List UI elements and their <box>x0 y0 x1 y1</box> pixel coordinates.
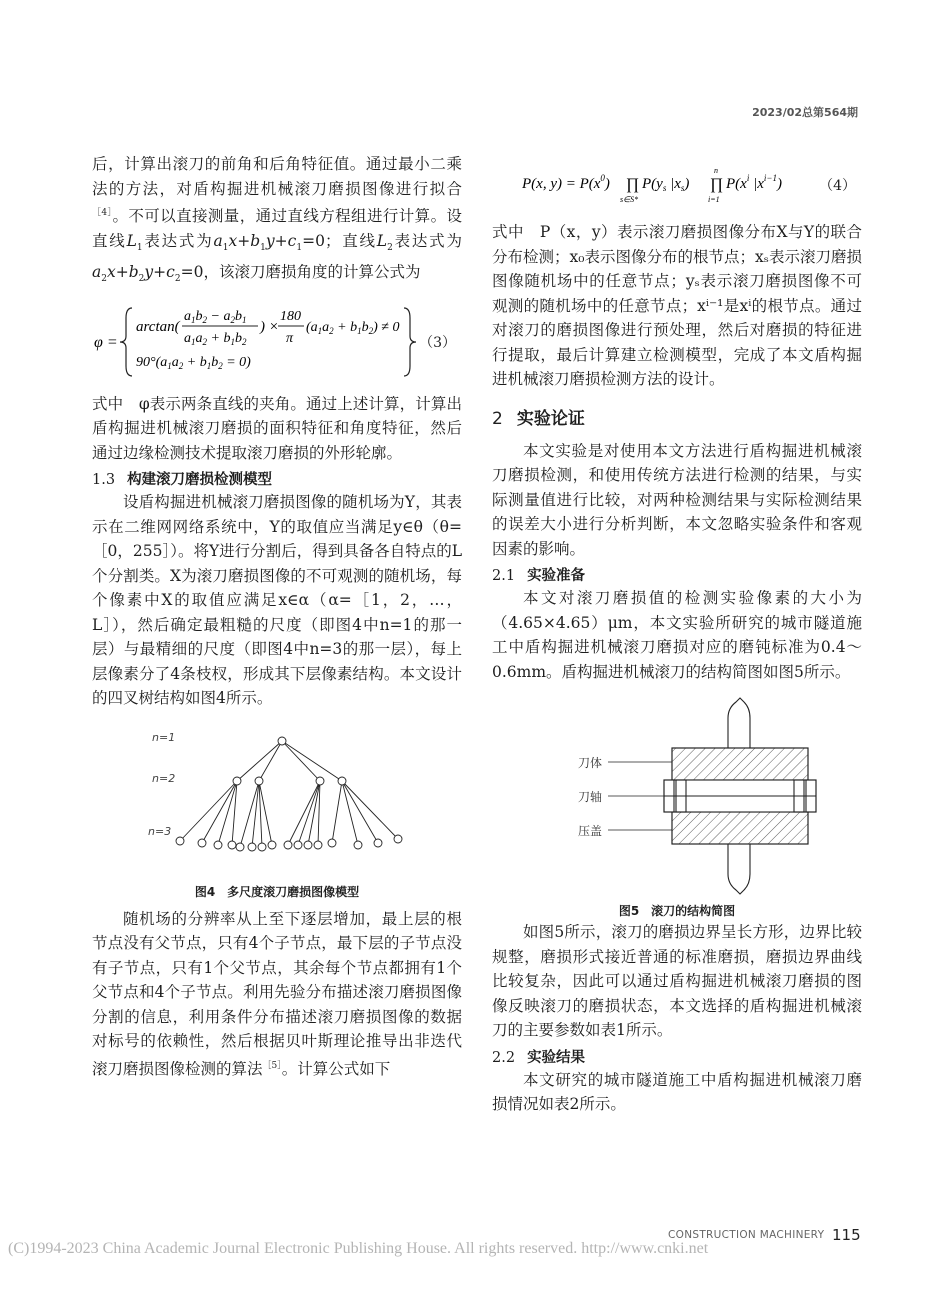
issue-label: 2023/02总第564期 <box>752 106 858 119</box>
quadtree-diagram <box>92 711 462 907</box>
svg-text:∏: ∏ <box>626 176 640 193</box>
svg-text:90°(a1a2 + b1b2 = 0): $90^\circ(a_1a_2 + b_1b_2 = 0)$ <box>136 354 251 371</box>
svg-text:π: π <box>286 330 294 346</box>
paragraph-phi: 式中 φ表示两条直线的夹角。通过上述计算，计算出盾构掘进机械滚刀磨损的面积特征和角度特征，然后通过边缘检测技术提取滚刀磨损的外形轮廓。 <box>92 394 462 462</box>
figure-4-caption: 图4 多尺度滚刀磨损图像模型 <box>194 884 360 899</box>
section-1-3-heading: 1.3 构建滚刀磨损检测模型 <box>92 472 273 489</box>
figure-5 <box>492 684 862 920</box>
paragraph-results: 本文研究的城市隧道施工中盾构掘进机械滚刀磨损情况如表2所示。 <box>492 1070 862 1113</box>
svg-text:φ =: φ = <box>94 333 118 351</box>
label-shaft: 刀轴 <box>578 790 603 804</box>
right-column <box>492 152 862 1117</box>
paragraph-joint-distribution: 式中 P（x，y）表示滚刀磨损图像分布X与Y的联合分布检测；x₀表示图像分布的根节点；xₛ表示滚刀磨损图像随机场中的任意节点；yₛ表示滚刀磨损图像不可观测的随机场中的任意节点；xⁱ⁻¹是xⁱ的根节点。通过对滚刀的磨损图像进行预处理，然后对磨损的特征进行提取，最后计算建立检测模型，完成了本文盾构掘进机械滚刀磨损检测方法的设计。 <box>492 223 862 388</box>
figure-5-caption: 图5 滚刀的结构简图 <box>618 904 736 918</box>
svg-text:180: 180 <box>280 308 301 324</box>
svg-text:a1b2 − a2b1: $a_1b_2 - a_2b_1$ <box>184 308 247 325</box>
svg-text:P(xi |xi−1): $P(x^i$ $|x^{i-1}$) <box>726 173 782 192</box>
label-n3: n=3 <box>148 824 172 838</box>
svg-text:arctan(: arctan( <box>136 318 180 335</box>
equation-3-number: （3） <box>419 334 456 351</box>
label-cover: 压盖 <box>578 824 603 838</box>
paragraph-wear-boundary: 如图5所示，滚刀的磨损边界呈长方形，边界比较规整，磨损形式接近普通的标准磨损，磨损边界曲线比较复杂，因此可以通过盾构掘进机械滚刀磨损的图像反映滚刀的磨损状态，本文选择的盾构掘进机械滚刀的主要参数如表1所示。 <box>492 923 862 1039</box>
paragraph-resolution: 随机场的分辨率从上至下逐层增加，最上层的根节点没有父节点，只有4个子节点，最下层的子节点没有子节点，只有1个父节点，其余每个节点都拥有1个父节点和4个子节点。利用先验分布描述滚刀磨损图像分割的信息，利用条件分布描述滚刀磨损图像的数据对标号的依赖性，然后根据贝叶斯理论推导出非迭代滚刀磨损图像检测的算法$^{[5]}$。计算公式如下 <box>92 909 462 1078</box>
equation-3-formula <box>92 300 422 384</box>
label-blade-body: 刀体 <box>578 756 603 770</box>
journal-name: CONSTRUCTION MACHINERY <box>668 1229 825 1241</box>
section-2-heading: 2 实验论证 <box>492 408 585 429</box>
paragraph-preparation: 本文对滚刀磨损值的检测实验像素的大小为（4.65×4.65）μm，本文实验所研究的城市隧道施工中盾构掘进机械滚刀磨损对应的磨钝标准为0.4～0.6mm。盾构掘进机械滚刀的结构简图如图5所示。 <box>492 589 862 681</box>
svg-text:(a1a2 + b1b2) ≠ 0: $(a_1a_2 + b_1b_2) \ne 0$ <box>306 319 400 336</box>
equation-3 <box>92 300 462 384</box>
left-column <box>92 152 462 1082</box>
hob-structure-diagram <box>492 684 862 920</box>
paragraph-intro: 后，计算出滚刀的前角和后角特征值。通过最小二乘法的方法，对盾构掘进机械滚刀磨损图像进行拟合$^{[4]}$。不可以直接测量，通过直线方程组进行计算。设直线$L_1$表达式为$a_1x+b_1y+c_1=0$；直线$L_2$表达式为$a_2x+b_2y+c_2=0$，该滚刀磨损角度的计算公式为 <box>92 155 462 285</box>
page-number: 115 <box>832 1226 861 1244</box>
svg-text:n: n <box>714 166 718 175</box>
section-2-1-heading: 2.1 实验准备 <box>492 568 586 584</box>
svg-text:i=1: i=1 <box>708 195 720 204</box>
equation-4 <box>492 158 862 212</box>
equation-4-formula <box>522 158 842 212</box>
svg-text:s∈S*: s∈S* <box>620 195 639 204</box>
svg-text:) ×: ) × <box>260 318 279 335</box>
svg-text:a1a2 + b1b2: $a_1a_2 + b_1b_2$ <box>184 330 247 347</box>
copyright-watermark: (C)1994-2023 China Academic Journal Electronic Publishing House. All rights reserved. http://www.cnki.net <box>8 1240 709 1257</box>
section-2-2-heading: 2.2 实验结果 <box>492 1049 586 1066</box>
svg-text:P(ys |xs): $P(y_s$ $|x_s$) <box>642 176 690 193</box>
figure-4 <box>92 711 462 907</box>
svg-text:∏: ∏ <box>710 176 724 193</box>
paragraph-experiment: 本文实验是对使用本文方法进行盾构掘进机械滚刀磨损检测，和使用传统方法进行检测的结果，与实际测量值进行比较，对两种检测结果与实际检测结果的误差大小进行分析判断，本文忽略实验条件和客观因素的影响。 <box>492 441 862 558</box>
label-n1: n=1 <box>152 730 176 744</box>
paragraph-random-field: 设盾构掘进机械滚刀磨损图像的随机场为Y，其表示在二维网网络系统中，Y的取值应当满足y∈θ（θ=［0，255］）。将Y进行分割后，得到具备各自特点的L个分割类。X为滚刀磨损图像的不可观测的随机场，每个像素中X的取值应满足x∈α（α=［1，2，…，L］），然后确定最粗糙的尺度（即图4中n=1的那一层）与最精细的尺度（即图4中n=3的那一层），每上层像素分了4条枝杈，形成其下层像素结构。本文设计的四叉树结构如图4所示。 <box>92 493 462 708</box>
label-n2: n=2 <box>152 771 176 785</box>
svg-text:P(x, y) = P(x0): P(x, $y) = P(x^0)$ <box>522 173 610 192</box>
equation-4-number: （4） <box>819 178 856 194</box>
